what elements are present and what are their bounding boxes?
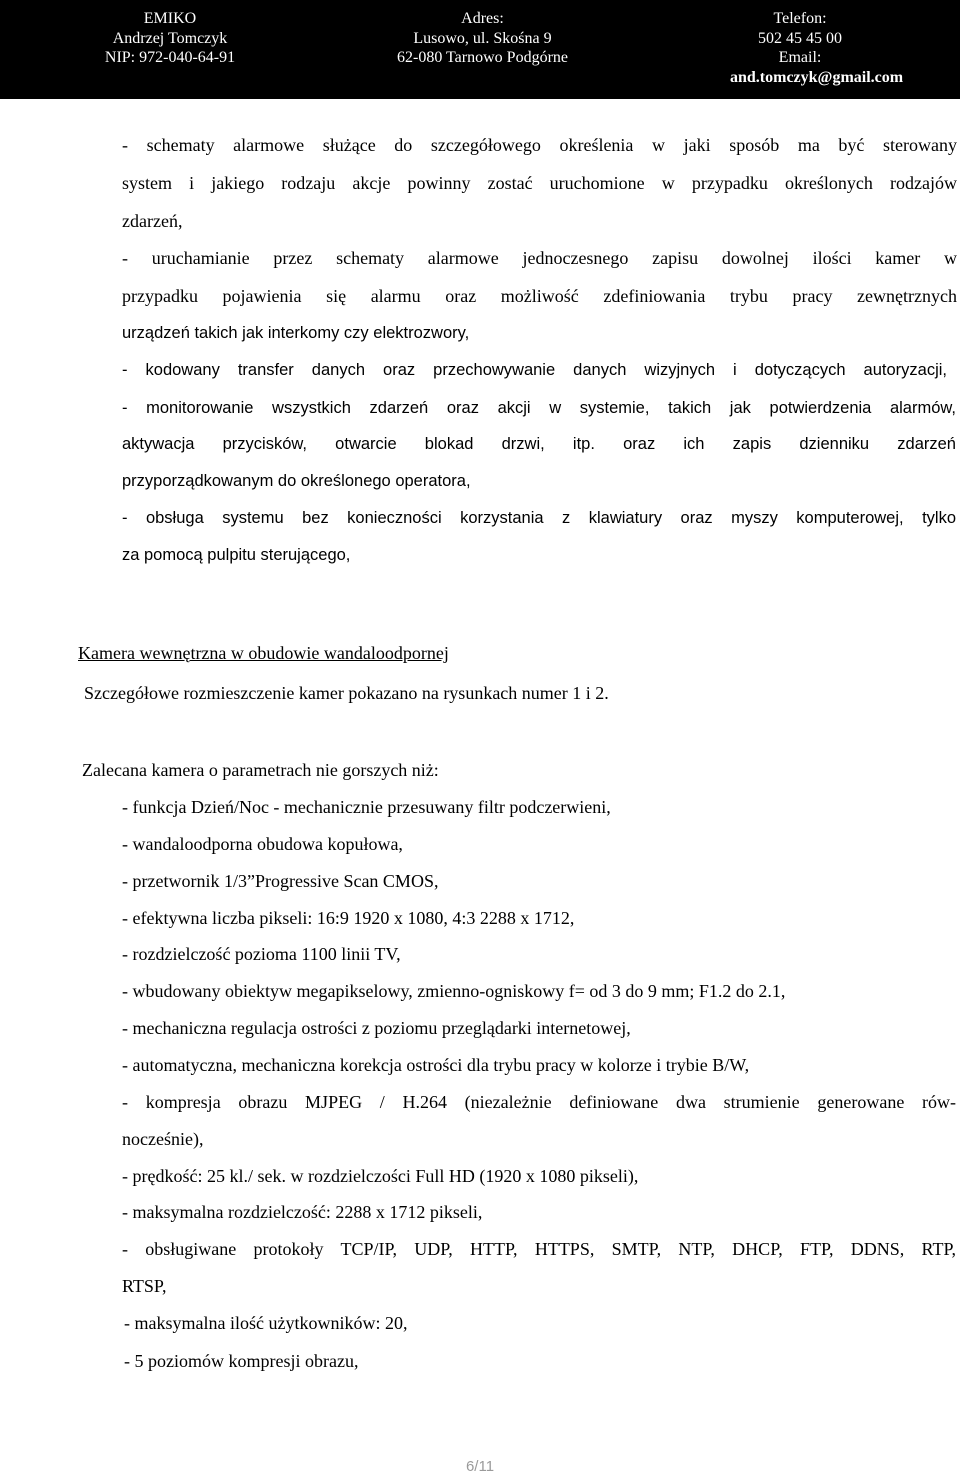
tax-id: NIP: 972-040-64-91 xyxy=(104,49,236,66)
letterhead xyxy=(0,0,960,95)
param-item: - mechaniczna regulacja ostrości z poziomu przeglądarki internetowej, xyxy=(122,1018,631,1038)
param-item: - kompresja obrazu MJPEG / H.264 (niezależnie definiowane dwa strumienie generowane rów- xyxy=(122,1092,956,1112)
param-item: - wbudowany obiektyw megapikselowy, zmienno-ogniskowy f= od 3 do 9 mm; F1.2 do 2.1, xyxy=(122,981,786,1001)
param-item: - przetwornik 1/3”Progressive Scan CMOS, xyxy=(122,871,439,891)
address-block xyxy=(380,9,585,68)
body-line: za pomocą pulpitu sterującego, xyxy=(122,546,351,564)
body-line: zdarzeń, xyxy=(122,211,183,231)
body-line: urządzeń takich jak interkomy czy elektrozwory, xyxy=(122,324,470,342)
param-item: - efektywna liczba pikseli: 16:9 1920 x 1080, 4:3 2288 x 1712, xyxy=(122,908,575,928)
body-line: przyporządkowanym do określonego operatora, xyxy=(122,472,471,490)
company-name: EMIKO xyxy=(143,10,197,27)
param-item: - maksymalna ilość użytkowników: 20, xyxy=(124,1313,408,1333)
email-value: and.tomczyk@gmail.com xyxy=(730,68,904,86)
body-line: - uruchamianie przez schematy alarmowe jednoczesnego zapisu dowolnej ilości kamer w xyxy=(122,248,957,268)
param-item: nocześnie), xyxy=(122,1129,204,1149)
section-note: Szczegółowe rozmieszczenie kamer pokazano na rysunkach numer 1 i 2. xyxy=(84,683,609,703)
address-city: 62-080 Tarnowo Podgórne xyxy=(396,49,568,66)
body-line: - obsługa systemu bez konieczności korzystania z klawiatury oraz myszy komputerowej, tylko xyxy=(122,509,956,527)
contact-block xyxy=(730,9,904,87)
body-line: - monitorowanie wszystkich zdarzeń oraz akcji w systemie, takich jak potwierdzenia alarmów, xyxy=(122,399,956,417)
body-line: aktywacja przycisków, otwarcie blokad drzwi, itp. oraz ich zapis dzienniku zdarzeń xyxy=(122,435,956,453)
email-label: Email: xyxy=(778,49,822,66)
owner-name: Andrzej Tomczyk xyxy=(112,29,228,47)
body-line: system i jakiego rodzaju akcje powinny zostać uruchomione w przypadku określonych rodzajów xyxy=(122,173,957,193)
phone-value: 502 45 45 00 xyxy=(758,29,842,47)
param-item: - wandaloodporna obudowa kopułowa, xyxy=(122,834,403,854)
param-item: - maksymalna rozdzielczość: 2288 x 1712 pikseli, xyxy=(122,1202,483,1222)
body-line: - kodowany transfer danych oraz przechowywanie danych wizyjnych i dotyczących autoryzacji, xyxy=(122,361,947,379)
param-item: - funkcja Dzień/Noc - mechanicznie przesuwany filtr podczerwieni, xyxy=(122,797,611,817)
params-intro: Zalecana kamera o parametrach nie gorszych niż: xyxy=(82,760,439,780)
param-item: - obsługiwane protokoły TCP/IP, UDP, HTTP, HTTPS, SMTP, NTP, DHCP, FTP, DDNS, RTP, xyxy=(122,1239,956,1259)
body-line: - schematy alarmowe służące do szczegółowego określenia w jaki sposób ma być sterowany xyxy=(122,135,957,155)
section-heading: Kamera wewnętrzna w obudowie wandaloodpornej xyxy=(78,643,449,663)
param-item: - 5 poziomów kompresji obrazu, xyxy=(124,1351,359,1371)
param-item: RTSP, xyxy=(122,1276,167,1296)
param-item: - automatyczna, mechaniczna korekcja ostrości dla trybu pracy w kolorze i trybie B/W, xyxy=(122,1055,750,1075)
company-block xyxy=(75,9,265,68)
param-item: - rozdzielczość pozioma 1100 linii TV, xyxy=(122,944,401,964)
header-divider xyxy=(0,95,960,99)
phone-label: Telefon: xyxy=(773,10,827,27)
param-item: - prędkość: 25 kl./ sek. w rozdzielczości Full HD (1920 x 1080 pikseli), xyxy=(122,1166,639,1186)
address-street: Lusowo, ul. Skośna 9 xyxy=(413,29,552,47)
body-line: przypadku pojawienia się alarmu oraz możliwość zdefiniowania trybu pracy zewnętrznych xyxy=(122,286,957,306)
address-label: Adres: xyxy=(461,10,504,27)
page-number: 6/11 xyxy=(465,1458,495,1475)
